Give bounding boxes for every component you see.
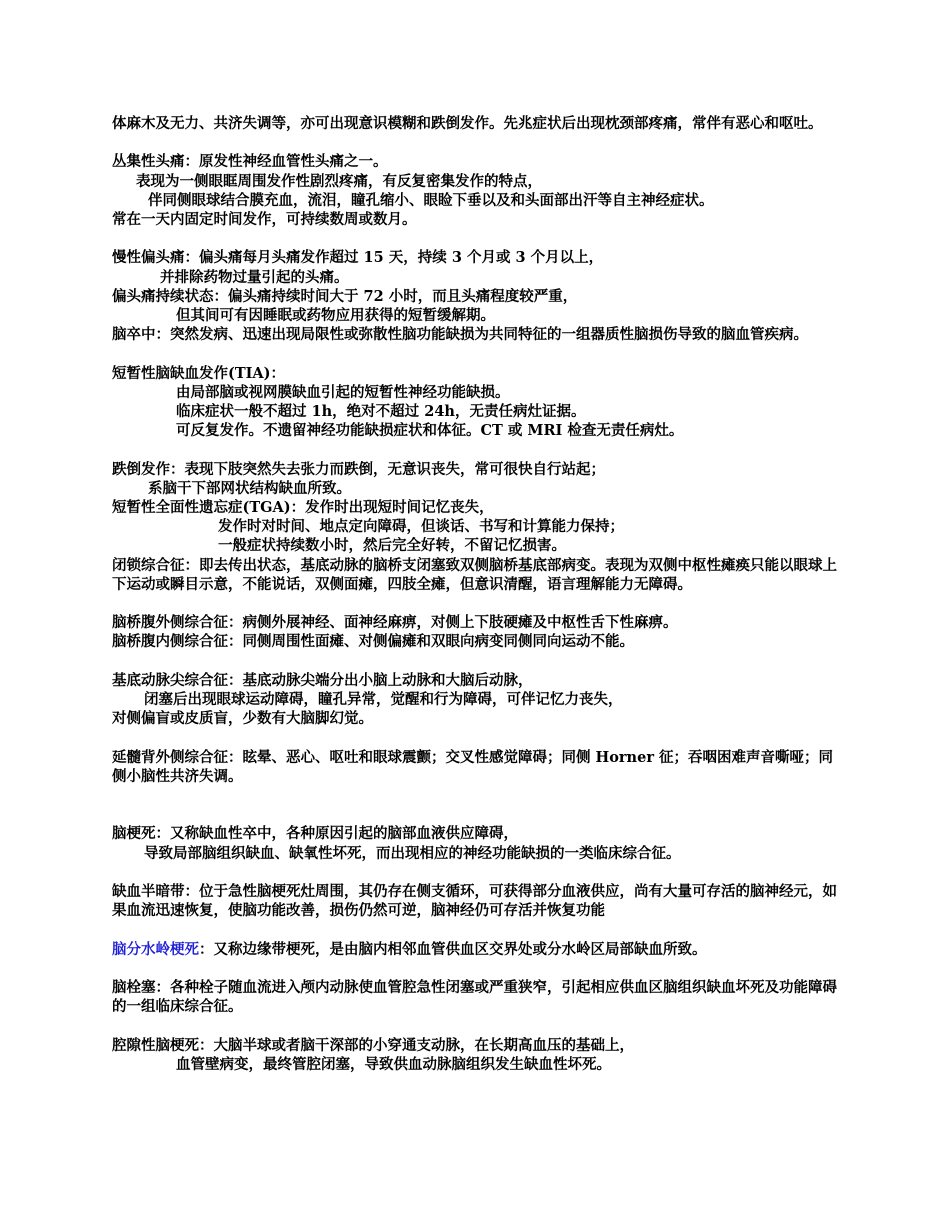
paragraph: 体麻木及无力、共济失调等，亦可出现意识模糊和跌倒发作。先兆症状后出现枕颈部疼痛，常伴有恶心和呕吐。 <box>112 115 823 132</box>
text-line: 临床症状一般不超过 1h，绝对不超过 24h，无责任病灶证据。 <box>176 403 586 420</box>
heading-ischemic-penumbra: 缺血半暗带：位于急性脑梗死灶周围，其仍存在侧支循环，可获得部分血液供应，尚有大量可存活的脑神经元，如果血流迅速恢复，使脑功能改善，损伤仍然可逆，脑神经仍可存活并恢复功能 <box>112 882 837 920</box>
text-line: 系脑干下部网状结构缺血所致。 <box>148 479 351 497</box>
heading-stroke: 脑卒中：突然发病、迅速出现局限性或弥散性脑功能缺损为共同特征的一组器质性脑损伤导致的脑血管疾病。 <box>112 326 808 344</box>
watershed-infarction-link[interactable]: 脑分水岭梗死 <box>112 940 199 958</box>
heading-watershed-infarction <box>112 940 840 959</box>
heading-lateral-medullary: 延髓背外侧综合征：眩晕、恶心、呕吐和眼球震颤；交叉性感觉障碍；同侧 Horner 征；吞咽困难声音嘶哑；同侧小脑性共济失调。 <box>112 748 834 785</box>
text-line: 闭塞后出现眼球运动障碍，瞳孔异常，觉醒和行为障碍，可伴记忆力丧失， <box>144 691 623 708</box>
spacer <box>112 344 840 363</box>
spacer <box>112 728 840 747</box>
heading-chronic-migraine: 慢性偏头痛：偏头痛每月头痛发作超过 15 天，持续 3 个月或 3 个月以上， <box>112 249 604 267</box>
heading-cluster-headache: 丛集性头痛：原发性神经血管性头痛之一。 <box>112 153 388 171</box>
text-line: ：又称边缘带梗死，是由脑内相邻血管供血区交界处或分水岭区局部缺血所致。 <box>199 940 707 958</box>
text-line: 可反复发作。不遗留神经功能缺损症状和体征。CT 或 MRI 检查无责任病灶。 <box>176 422 684 440</box>
text-line: 伴同侧眼球结合膜充血，流泪，瞳孔缩小、眼睑下垂以及和头面部出汗等自主神经症状。 <box>148 191 714 209</box>
heading-ventrolateral-pontine: 脑桥腹外侧综合征：病侧外展神经、面神经麻痹，对侧上下肢硬瘫及中枢性舌下性麻痹。 <box>112 614 678 632</box>
text-line: 发作时对时间、地点定向障碍，但谈话、书写和计算能力保持； <box>218 518 624 536</box>
text-line: 对侧偏盲或皮质盲，少数有大脑脚幻觉。 <box>112 710 373 728</box>
spacer <box>112 786 840 824</box>
heading-cerebral-infarction: 脑梗死：又称缺血性卒中，各种原因引起的脑部血液供应障碍， <box>112 825 518 843</box>
spacer <box>112 594 840 613</box>
text-line: 并排除药物过量引起的头痛。 <box>160 268 349 286</box>
text-line: 一般症状持续数小时，然后完全好转，不留记忆损害。 <box>218 537 566 555</box>
heading-lacunar-infarction: 腔隙性脑梗死：大脑半球或者脑干深部的小穿通支动脉，在长期高血压的基础上， <box>112 1036 634 1054</box>
heading-cerebral-embolism: 脑栓塞：各种栓子随血流进入颅内动脉使血管腔急性闭塞或严重狭窄，引起相应供血区脑组织缺血坏死及功能障碍的一组临床综合征。 <box>112 978 837 1016</box>
text-line: 常在一天内固定时间发作，可持续数周或数月。 <box>112 211 417 228</box>
spacer <box>112 863 840 882</box>
heading-ventromedial-pontine: 脑桥腹内侧综合征：同侧周围性面瘫、对侧偏瘫和双眼向病变同侧同向运动不能。 <box>112 633 634 651</box>
spacer <box>112 1016 840 1035</box>
spacer <box>112 920 840 939</box>
document-body <box>112 114 840 1074</box>
spacer <box>112 959 840 978</box>
heading-drop-attack: 跌倒发作：表现下肢突然失去张力而跌倒，无意识丧失，常可很快自行站起； <box>112 460 605 478</box>
heading-top-of-basilar: 基底动脉尖综合征：基底动脉尖端分出小脑上动脉和大脑后动脉， <box>112 671 533 689</box>
text-line: 血管壁病变，最终管腔闭塞，导致供血动脉脑组织发生缺血性坏死。 <box>176 1055 611 1073</box>
heading-status-migrainosus: 偏头痛持续状态：偏头痛持续时间大于 72 小时，而且头痛程度较严重， <box>112 287 578 305</box>
text-line: 导致局部脑组织缺血、缺氧性坏死，而出现相应的神经功能缺损的一类临床综合征。 <box>144 844 681 862</box>
spacer <box>112 133 840 152</box>
text-line: 但其间可有因睡眠或药物应用获得的短暂缓解期。 <box>176 307 495 324</box>
text-line: 由局部脑或视网膜缺血引起的短暂性神经功能缺损。 <box>176 383 510 401</box>
spacer <box>112 229 840 248</box>
heading-tga: 短暂性全面性遗忘症(TGA)：发作时出现短时间记忆丧失， <box>112 499 494 516</box>
spacer <box>112 652 840 671</box>
heading-tia: 短暂性脑缺血发作(TIA)： <box>112 364 286 382</box>
spacer <box>112 440 840 459</box>
heading-locked-in-syndrome: 闭锁综合征：即去传出状态，基底动脉的脑桥支闭塞致双侧脑桥基底部病变。表现为双侧中枢性瘫痪只能以眼球上下运动或瞬目示意，不能说话，双侧面瘫，四肢全瘫，但意识清醒，语言理解能力无障碍。 <box>112 556 837 593</box>
text-line: 表现为一侧眼眶周围发作性剧烈疼痛，有反复密集发作的特点， <box>136 172 542 190</box>
